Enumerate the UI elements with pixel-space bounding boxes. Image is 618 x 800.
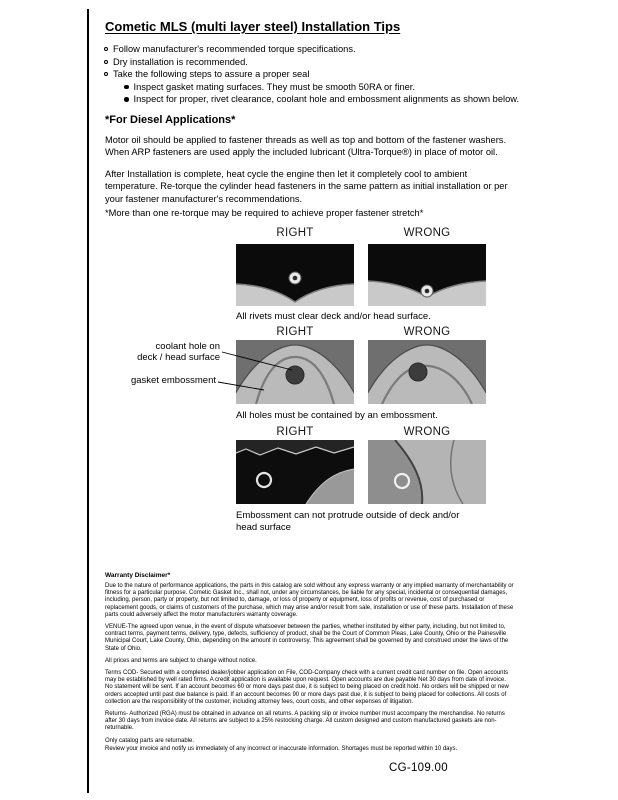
retorque-note: *More than one re-torque may be required to achieve proper fastener stretch*	[105, 208, 424, 218]
page-code: CG-109.00	[389, 762, 448, 774]
warranty-paragraph: Only catalog parts are returnable.	[105, 737, 195, 744]
right-label-row3: RIGHT	[276, 426, 314, 438]
installation-tips-list	[104, 43, 524, 106]
hollow-bullet-icon	[104, 47, 108, 51]
warranty-paragraph: VENUE-The agreed upon venue, in the event of dispute whatsoever between the parties, whether instituted by either party, including, but not limited to, contract terms, payment terms, delivery, type, defects, sufficiency of product, shall be the Court of Common Pleas, Lake County, Ohio or the Painesville Municipal Court, Lake County, Ohio, depending on the amount in controversy. This agreement shall be governed by and construed under the laws of the State of Ohio.	[105, 624, 509, 652]
warranty-paragraph: All prices and terms are subject to change without notice.	[105, 657, 257, 664]
rivet-clearance-right-photo	[236, 244, 354, 306]
protrusion-wrong-photo	[368, 440, 486, 504]
list-item	[104, 68, 524, 81]
warranty-section	[105, 572, 514, 758]
solid-bullet-icon	[124, 97, 129, 102]
callout-text: deck / head surface	[137, 351, 220, 363]
tip-text: Follow manufacturer's recommended torque specifications.	[113, 44, 356, 54]
diesel-applications-heading: *For Diesel Applications*	[105, 114, 236, 126]
callout-text: coolant hole on	[155, 341, 220, 352]
rivet-caption: All rivets must clear deck and/or head surface.	[236, 311, 431, 322]
tip-text: Dry installation is recommended.	[113, 56, 248, 67]
left-margin-rule	[87, 9, 89, 793]
tip-text: Inspect gasket mating surfaces. They must be smooth 50RA or finer.	[133, 81, 415, 92]
solid-bullet-icon	[124, 85, 129, 90]
warranty-paragraph: Returns- Authorized (RGA) must be obtained in advance on all returns. A packing slip or invoice number must accompany the merchandise. No returns after 30 days from invoice date. All returns are subject to a 25% restocking charge. All custom designed and custom manufactured gaskets are non-returnable.	[105, 711, 505, 732]
list-item	[124, 81, 524, 94]
coolant-hole-wrong-photo	[368, 340, 486, 404]
protrusion-right-photo	[236, 440, 354, 504]
right-label-row2: RIGHT	[276, 326, 314, 338]
warranty-heading: Warranty Disclaimer*	[105, 572, 171, 579]
protrusion-caption: Embossment can not protrude outside of deck and/or head surface	[236, 510, 460, 533]
tip-text: Take the following steps to assure a proper seal	[113, 69, 310, 80]
wrong-label-row1: WRONG	[403, 227, 451, 239]
coolant-hole-right-photo	[236, 340, 354, 404]
list-item	[104, 56, 524, 69]
list-item	[104, 43, 524, 56]
diesel-paragraph-heat-cycle: After Installation is complete, heat cycle the engine then let it completely cool to ambient temperature. Re-torque the cylinder head fasteners in the same pattern as initial installation or per your fastener manufacturer's recommendations.	[105, 169, 508, 204]
tip-text: Inspect for proper, rivet clearance, coolant hole and embossment alignments as shown below.	[133, 94, 520, 105]
warranty-paragraph: Terms COD- Secured with a completed dealer/jobber application on File, COD-Company check with a current credit card number on file. Open accounts may be established by well rated firms. A credit application is available upon request. Open accounts are due payable Net 30 days from date of invoice. No statement will be sent. If an account becomes 60 or more days past due, it is subject to being placed on credit hold. No orders will be shipped or new orders accepted until past due balance is paid. If an account becomes 90 or more days past due, it is subject to being placed for collections. All costs of collection are the responsibility of the customer, including attorney fees, court costs, and other expenses of litigation.	[105, 670, 509, 705]
hollow-bullet-icon	[104, 60, 108, 64]
diesel-paragraph-motor-oil: Motor oil should be applied to fastener threads as well as top and bottom of the fastener washers. When ARP fasteners are used apply the included lubricant (Ultra-Torque®) in place of motor oil.	[105, 135, 507, 158]
wrong-label-row3: WRONG	[403, 426, 451, 438]
embossment-caption: All holes must be contained by an embossment.	[236, 410, 438, 421]
rivet-clearance-wrong-photo	[368, 244, 486, 306]
page-title: Cometic MLS (multi layer steel) Installation Tips	[105, 19, 401, 34]
list-item	[124, 93, 524, 106]
warranty-paragraph: Review your invoice and notify us immediately of any incorrect or inaccurate information. Shortages must be reported within 10 days.	[105, 745, 458, 752]
hollow-bullet-icon	[104, 72, 108, 76]
right-label-row1: RIGHT	[276, 227, 314, 239]
wrong-label-row2: WRONG	[403, 326, 451, 338]
warranty-paragraph: Due to the nature of performance applications, the parts in this catalog are sold without any express warranty or any implied warranty of merchantability or fitness for a particular purpose. Cometic Gasket Inc., shall not, under any circumstances, be liable for any special, incidental or consequential damages, including, person, party or property, but not limited to, damage, or loss of property or equipment, loss of profits or revenue, cost of purchased or replacement goods, or claims of customers of the purchase, which may arise and/or result from sale, installation or use of these parts. Installation of these parts could adversely affect the motor manufacturers warranty coverage.	[105, 583, 514, 618]
callout-gasket-embossment: gasket embossment	[130, 375, 216, 386]
callout-coolant-hole	[118, 342, 220, 363]
